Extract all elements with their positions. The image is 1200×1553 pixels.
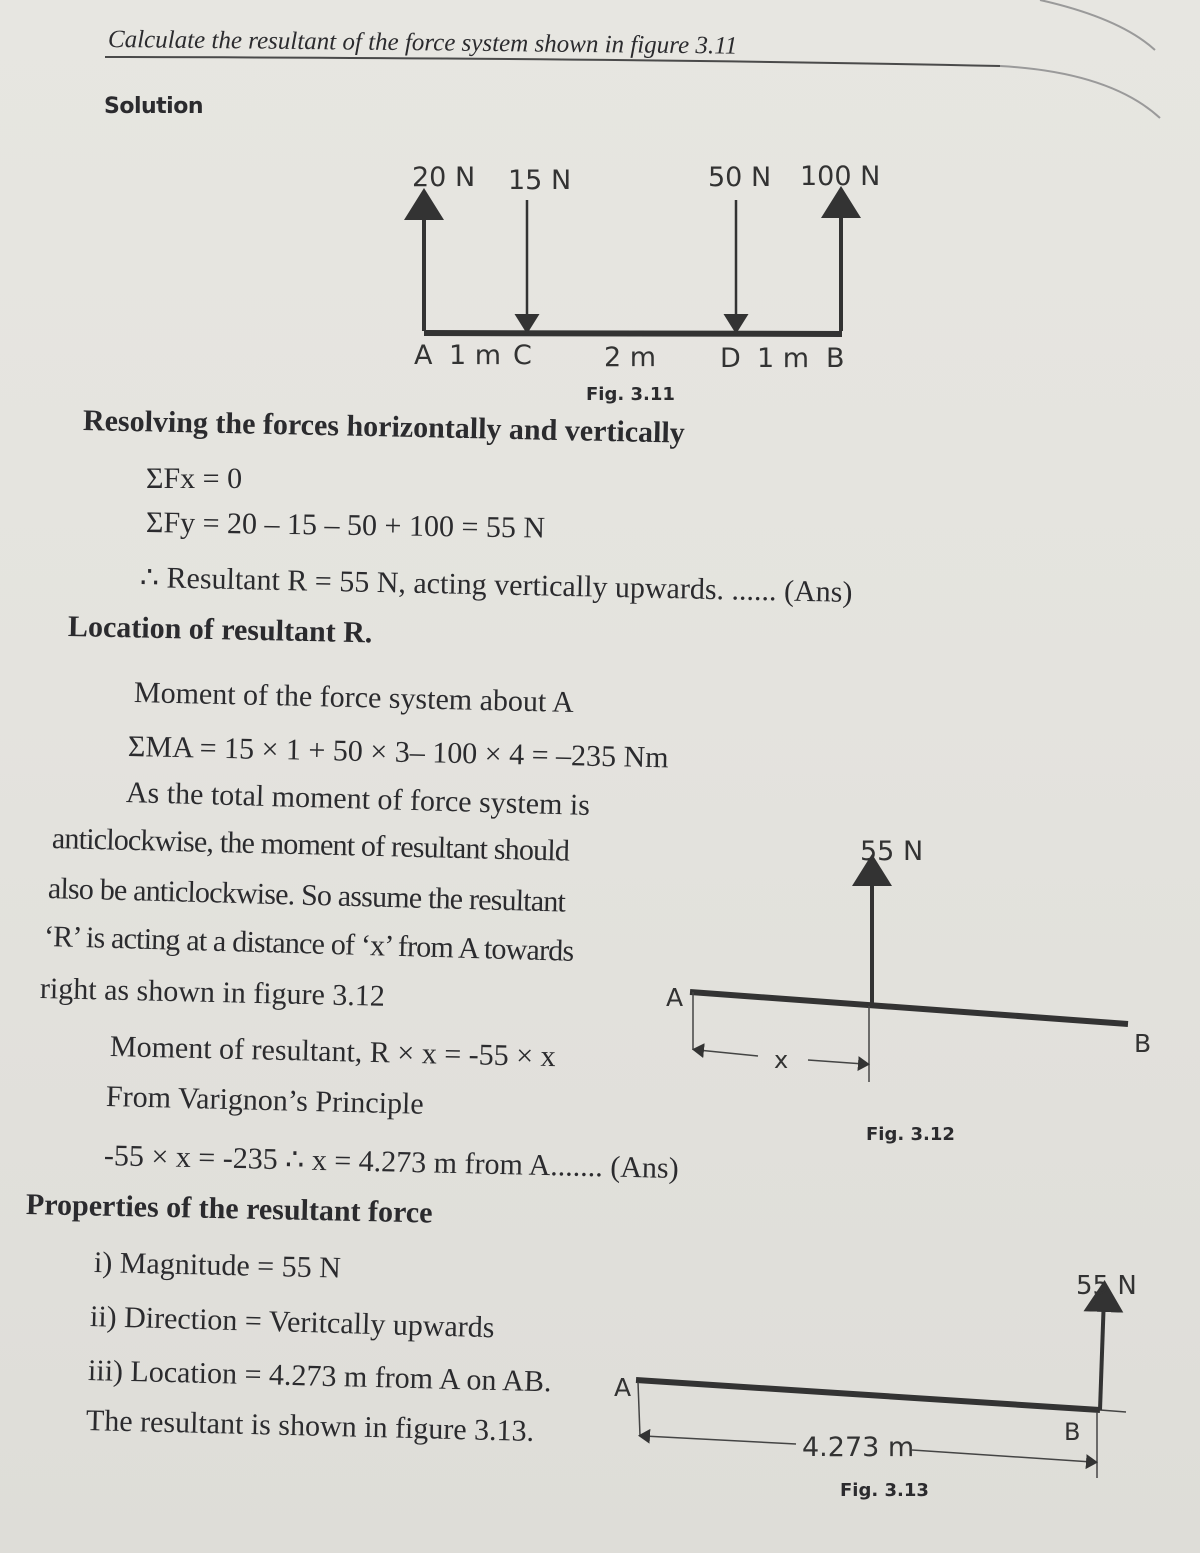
span-label-cd: 2 m xyxy=(604,342,657,373)
span-label-ac: 1 m xyxy=(449,340,502,371)
eq-resultant: ∴ Resultant R = 55 N, acting vertically upwards. ...... (Ans) xyxy=(139,561,853,609)
force-label-100n: 100 N xyxy=(800,161,881,192)
fig-3-13-caption: Fig. 3.13 xyxy=(840,1480,929,1501)
beam-ab xyxy=(424,333,842,334)
beam-ab-312 xyxy=(690,992,1128,1024)
resultant-label-313: 55 N xyxy=(1076,1271,1137,1301)
fig-3-11-caption: Fig. 3.11 xyxy=(586,384,675,405)
solution-label: Solution xyxy=(104,94,203,119)
dim-line-left-312 xyxy=(698,1050,758,1056)
problem-title: Calculate the resultant of the force system shown in figure 3.11 xyxy=(107,26,738,60)
location-line-2: ΣMA = 15 × 1 + 50 × 3– 100 × 4 = –235 Nm xyxy=(127,730,669,775)
location-line-4: anticlockwise, the moment of resultant should xyxy=(51,822,570,868)
location-line-8: Moment of resultant, R × x = -55 × x xyxy=(109,1030,556,1074)
dim-line-right-312 xyxy=(808,1060,864,1064)
location-line-5: also be anticlockwise. So assume the resultant xyxy=(47,872,566,919)
property-location: iii) Location = 4.273 m from A on AB. xyxy=(87,1354,552,1399)
location-line-3: As the total moment of force system is xyxy=(125,776,591,822)
force-label-20n: 20 N xyxy=(412,162,476,193)
point-a-label-313: A xyxy=(614,1373,632,1402)
property-direction: ii) Direction = Veritcally upwards xyxy=(89,1300,495,1345)
fig-3-12-caption: Fig. 3.12 xyxy=(866,1124,955,1145)
resolving-heading: Resolving the forces horizontally and vertically xyxy=(82,404,686,450)
resultant-arrow-313 xyxy=(1100,1296,1104,1410)
dim-line-left-313 xyxy=(644,1436,796,1444)
point-d-label: D xyxy=(720,343,741,374)
beam-ab-313 xyxy=(636,1380,1100,1410)
point-a-label-312: A xyxy=(666,983,684,1012)
property-note: The resultant is shown in figure 3.13. xyxy=(85,1404,535,1448)
dim-label-313: 4.273 m xyxy=(802,1432,915,1463)
property-magnitude: i) Magnitude = 55 N xyxy=(93,1246,342,1285)
figure-3-11 xyxy=(0,0,1200,420)
eq-sum-fy: ΣFy = 20 – 15 – 50 + 100 = 55 N xyxy=(145,506,546,545)
dim-label-312: x xyxy=(774,1046,789,1074)
beam-baseline-313 xyxy=(1100,1410,1126,1412)
span-label-db: 1 m xyxy=(757,343,810,374)
figure-3-13 xyxy=(0,1250,1200,1553)
location-line-1: Moment of the force system about A xyxy=(133,676,575,719)
location-line-9: From Varignon’s Principle xyxy=(105,1080,425,1121)
figure-3-12 xyxy=(0,820,1200,1120)
point-b-label-312: B xyxy=(1134,1029,1152,1058)
eq-sum-fx: ΣFx = 0 xyxy=(146,462,243,495)
point-b-label-313: B xyxy=(1064,1418,1081,1446)
location-line-7: right as shown in figure 3.12 xyxy=(39,972,386,1013)
force-label-50n: 50 N xyxy=(708,162,772,193)
force-label-15n: 15 N xyxy=(508,165,572,196)
location-heading: Location of resultant R. xyxy=(67,610,373,650)
location-line-10: -55 × x = -235 ∴ x = 4.273 m from A....... (Ans) xyxy=(103,1139,680,1186)
extension-a-313 xyxy=(638,1382,640,1436)
point-a-label: A xyxy=(414,340,433,371)
location-line-6: ‘R’ is acting at a distance of ‘x’ from A towards xyxy=(43,920,574,968)
resultant-label-312: 55 N xyxy=(860,836,924,867)
dim-line-right-313 xyxy=(912,1450,1092,1462)
point-b-label: B xyxy=(826,343,845,374)
point-c-label: C xyxy=(513,340,532,371)
properties-heading: Properties of the resultant force xyxy=(25,1188,433,1230)
